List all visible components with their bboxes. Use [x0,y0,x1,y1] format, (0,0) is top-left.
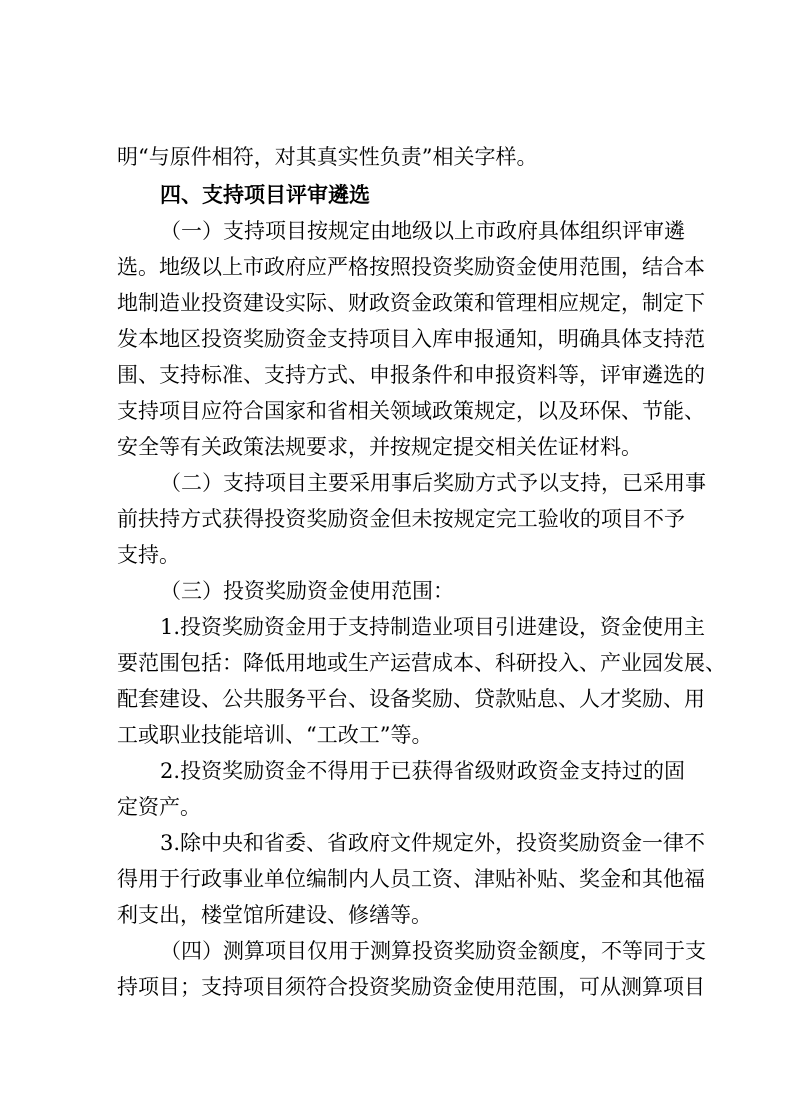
paragraph-line [0,792,793,822]
paragraph-line [0,936,793,966]
paragraph-line [0,468,793,498]
continuation-text: 明“与原件相符，对其真实性负责”相关字样。 [117,145,538,169]
paragraph-line [0,504,793,534]
paragraph-4-line-4: 工或职业技能培训、“工改工”等。 [117,723,433,747]
paragraph-line [0,288,793,318]
paragraph-4-line-1: 1.投资奖励资金用于支持制造业项目引进建设，资金使用主 [160,615,706,639]
paragraph-line [0,612,793,642]
paragraph-line [0,576,793,606]
paragraph-1-line-5: 围、支持标准、支持方式、申报条件和申报资料等，评审遴选的 [117,363,705,387]
paragraph-3-line-1: （三）投资奖励资金使用范围： [160,579,454,603]
paragraph-line [0,972,793,1002]
paragraph-6-line-2: 得用于行政事业单位编制内人员工资、津贴补贴、奖金和其他福 [117,867,705,891]
paragraph-5-line-1: 2.投资奖励资金不得用于已获得省级财政资金支持过的固 [160,759,685,783]
paragraph-line [0,396,793,426]
paragraph-line [0,756,793,786]
paragraph-1-line-1: （一）支持项目按规定由地级以上市政府具体组织评审遴 [160,219,685,243]
paragraph-1-line-3: 地制造业投资建设实际、财政资金政策和管理相应规定，制定下 [117,291,705,315]
paragraph-line [0,252,793,282]
paragraph-line [0,216,793,246]
paragraph-line [0,540,793,570]
paragraph-line [0,720,793,750]
paragraph-line [0,648,793,678]
paragraph-7-line-1: （四）测算项目仅用于测算投资奖励资金额度，不等同于支 [160,939,706,963]
paragraph-7-line-2: 持项目；支持项目须符合投资奖励资金使用范围，可从测算项目 [117,975,705,999]
paragraph-5-line-2: 定资产。 [117,795,201,819]
section-heading-text: 四、支持项目评审遴选 [160,182,370,207]
paragraph-line [0,828,793,858]
paragraph-line [0,864,793,894]
paragraph-6-line-3: 利支出，楼堂馆所建设、修缮等。 [117,903,432,927]
paragraph-line [0,324,793,354]
paragraph-2-line-3: 支持。 [117,543,180,567]
paragraph-1-line-6: 支持项目应符合国家和省相关领域政策规定，以及环保、节能、 [117,399,705,423]
paragraph-line [0,900,793,930]
paragraph-4-line-2: 要范围包括：降低用地或生产运营成本、科研投入、产业园发展、 [117,651,726,675]
paragraph-4-line-3: 配套建设、公共服务平台、设备奖励、贷款贴息、人才奖励、用 [117,687,705,711]
continuation-line [0,142,793,172]
section-heading [0,180,793,210]
paragraph-1-line-4: 发本地区投资奖励资金支持项目入库申报通知，明确具体支持范 [117,327,705,351]
paragraph-line [0,684,793,714]
paragraph-line [0,432,793,462]
paragraph-2-line-2: 前扶持方式获得投资奖励资金但未按规定完工验收的项目不予 [117,507,685,531]
paragraph-1-line-2: 选。地级以上市政府应严格按照投资奖励资金使用范围，结合本 [117,255,705,279]
paragraph-line [0,360,793,390]
paragraph-1-line-7: 安全等有关政策法规要求，并按规定提交相关佐证材料。 [117,435,642,459]
paragraph-6-line-1: 3.除中央和省委、省政府文件规定外，投资奖励资金一律不 [160,831,706,855]
paragraph-2-line-1: （二）支持项目主要采用事后奖励方式予以支持，已采用事 [160,471,706,495]
